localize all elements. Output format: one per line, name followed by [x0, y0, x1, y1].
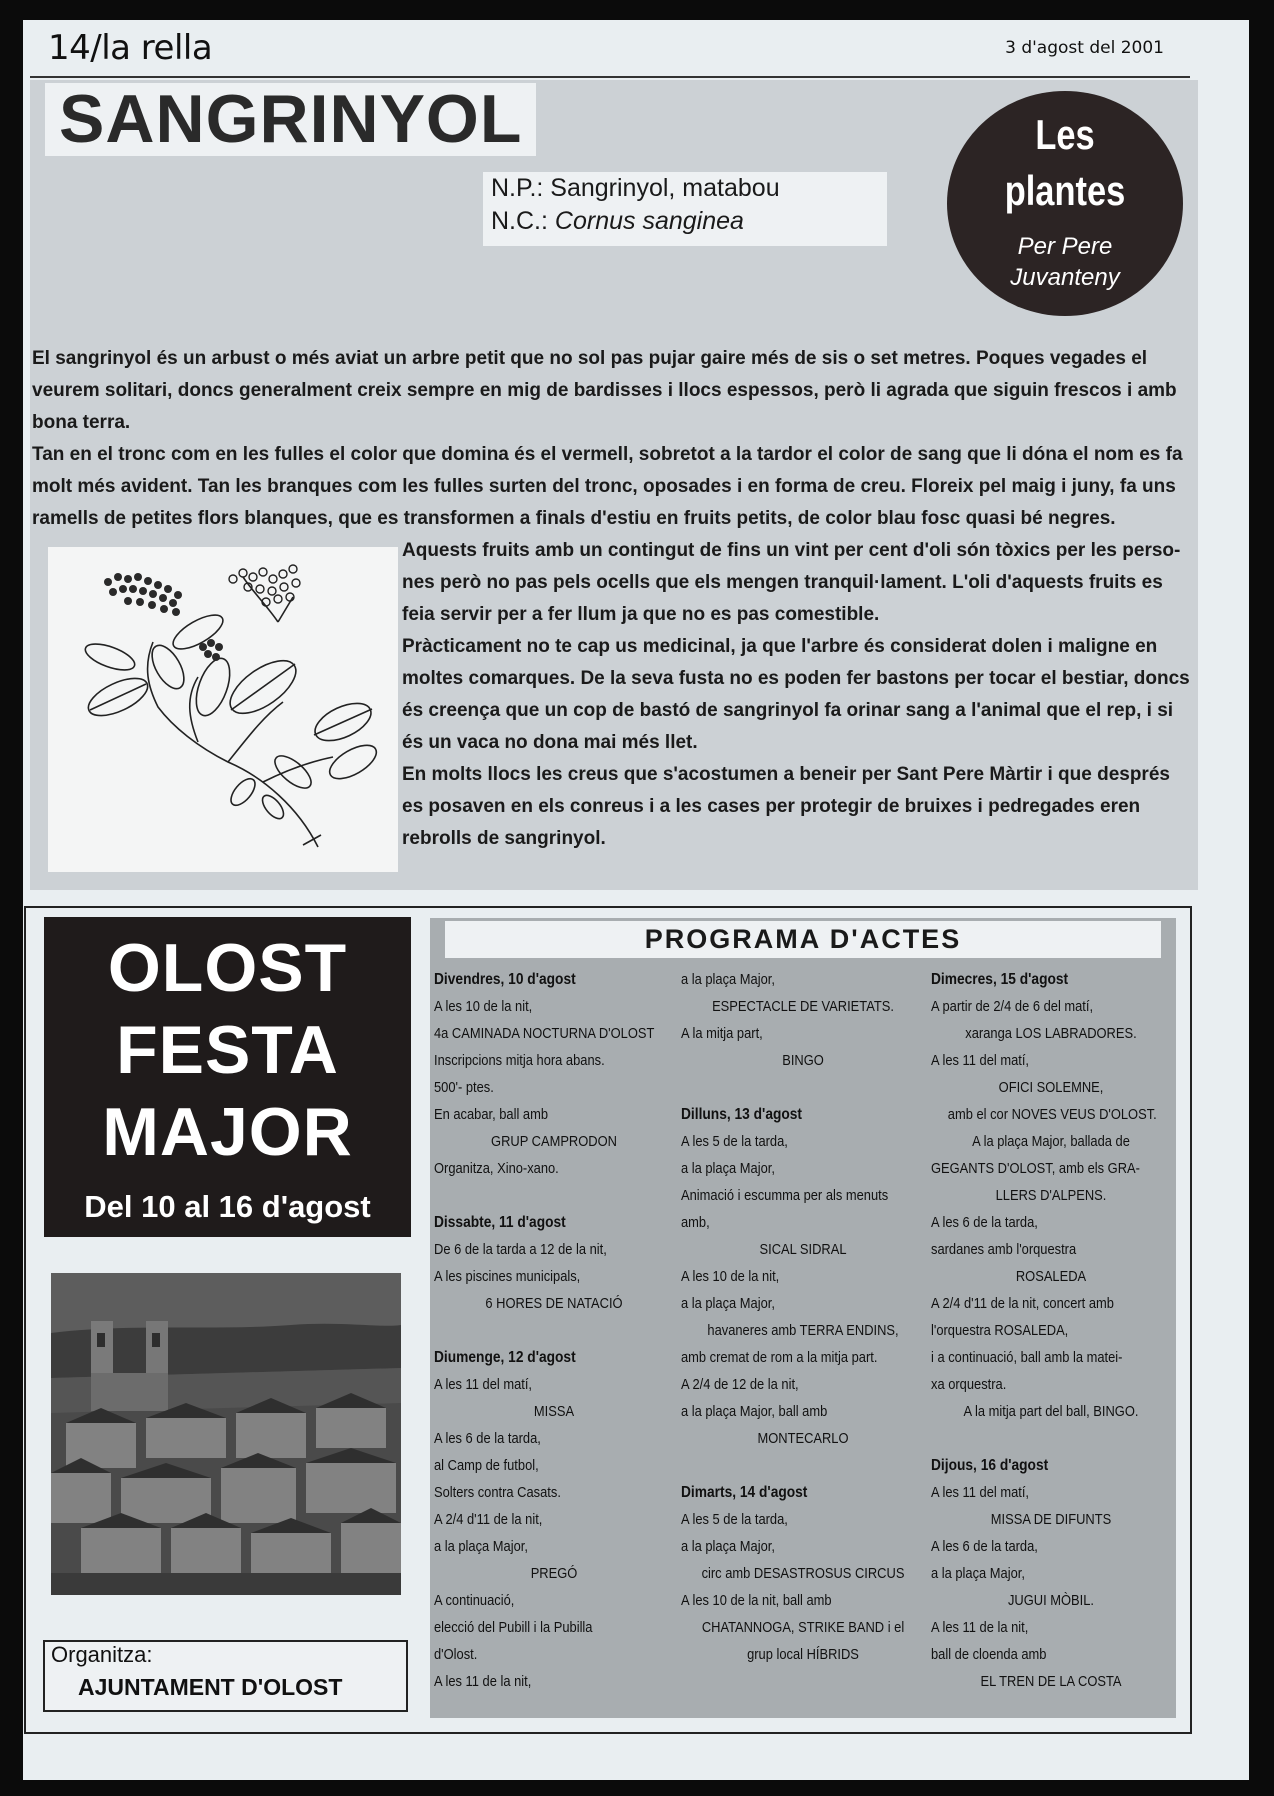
- programa-line: l'orquestra ROSALEDA,: [931, 1322, 1069, 1339]
- badge-author-line-2: Juvanteny: [1010, 264, 1120, 291]
- programa-line: A les 11 del matí,: [931, 1484, 1029, 1501]
- article-paragraph: Tan en el tronc com en les fulles el color que domina és el vermell, sobretot a la tardor el color de sang que li dóna el nom es fa molt més avident. Tan les branques com les fulles surten del tronc, oposades i en forma de creu. Floreix pel maig i juny, fa uns ramells de petites flors blanques, que es transformen a finals d'estiu en fruits petits, de color blau fosc quasi bé negres.: [32, 444, 1183, 529]
- programa-line: MONTECARLO: [757, 1430, 849, 1447]
- programa-line: sardanes amb l'orquestra: [931, 1241, 1077, 1258]
- programa-line: CHATANNOGA, STRIKE BAND i el: [701, 1619, 905, 1636]
- organizer-name: AJUNTAMENT D'OLOST: [78, 1674, 343, 1700]
- programa-line: A les 11 del matí,: [931, 1052, 1029, 1069]
- article-title: SANGRINYOL: [59, 81, 523, 157]
- programa-line: a la plaça Major,: [681, 971, 775, 988]
- programa-day-heading: Divendres, 10 d'agost: [434, 971, 576, 988]
- programa-line: a la plaça Major,: [434, 1538, 528, 1555]
- programa-line: a la plaça Major, ball amb: [681, 1403, 828, 1420]
- scientific-name: [491, 205, 887, 238]
- popular-name: N.P.: Sangrinyol, matabou: [491, 174, 780, 202]
- programa-line: SICAL SIDRAL: [759, 1241, 847, 1258]
- programa-spacer: [434, 1317, 674, 1344]
- programa-line: 6 HORES DE NATACIÓ: [485, 1295, 623, 1312]
- programa-line: A continuació,: [434, 1592, 515, 1609]
- programa-line: BINGO: [782, 1052, 824, 1069]
- article-paragraph: En molts llocs les creus que s'acostumen a beneir per Sant Pere Màrtir i que després es posaven en els conreus i a les cases per protegir de bruixes i pedregades eren rebrolls de sangrinyol.: [402, 764, 1170, 849]
- programa-column-1: [434, 966, 674, 1695]
- programa-line: i a continuació, ball amb la matei-: [931, 1349, 1123, 1366]
- programa-line: De 6 de la tarda a 12 de la nit,: [434, 1241, 607, 1258]
- programa-spacer: [931, 1425, 1171, 1452]
- programa-line: A la plaça Major, ballada de: [972, 1133, 1130, 1150]
- programa-line: a la plaça Major,: [681, 1160, 775, 1177]
- programa-line: EL TREN DE LA COSTA: [980, 1673, 1122, 1690]
- programa-line: GRUP CAMPRODON: [491, 1133, 617, 1150]
- scientific-name-value: Cornus sanginea: [554, 207, 744, 235]
- organizer-box: [43, 1640, 408, 1712]
- programa-line: GEGANTS D'OLOST, amb els GRA-: [931, 1160, 1140, 1177]
- programa-day-heading: Diumenge, 12 d'agost: [434, 1349, 576, 1366]
- programa-line: a la plaça Major,: [681, 1538, 775, 1555]
- programa-line: A les 11 de la nit,: [931, 1619, 1029, 1636]
- programa-line: xaranga LOS LABRADORES.: [965, 1025, 1137, 1042]
- programa-line: A les 10 de la nit, ball amb: [681, 1592, 832, 1609]
- badge-author-line-1: Per Pere: [1017, 233, 1113, 260]
- programa-line: a la plaça Major,: [681, 1295, 775, 1312]
- scientific-name-label: N.C.:: [491, 207, 555, 235]
- programa-line: amb,: [681, 1214, 710, 1231]
- festa-title-line-1: OLOST: [107, 930, 348, 1006]
- article-title-box: [45, 83, 536, 156]
- programa-line: A les 10 de la nit,: [434, 998, 533, 1015]
- programa-line: d'Olost.: [434, 1646, 478, 1663]
- programa-line: circ amb DESASTROSUS CIRCUS: [701, 1565, 905, 1582]
- programa-line: En acabar, ball amb: [434, 1106, 549, 1123]
- programa-line: A les 6 de la tarda,: [931, 1538, 1038, 1555]
- article-paragraph: Aquests fruits amb un contingut de fins un vint per cent d'oli són tòxics per les perso-nes però no pas pels ocells que els mengen tranquil·lament. L'oli d'aquests fruits es feia servir per a fer llum ja que no es pas comestible.: [402, 540, 1181, 625]
- cornus-branch-drawing: [48, 547, 398, 872]
- programa-line: Organitza, Xino-xano.: [434, 1160, 559, 1177]
- programa-line: A 2/4 d'11 de la nit, concert amb: [931, 1295, 1114, 1312]
- programa-line: A les 6 de la tarda,: [931, 1214, 1038, 1231]
- programa-line: Animació i escumma per als menuts: [681, 1187, 889, 1204]
- programa-line: A les 10 de la nit,: [681, 1268, 780, 1285]
- programa-line: MISSA: [533, 1403, 575, 1420]
- programa-spacer: [681, 1452, 925, 1479]
- programa-line: A les 11 del matí,: [434, 1376, 532, 1393]
- programa-line: amb el cor NOVES VEUS D'OLOST.: [947, 1106, 1157, 1123]
- festa-title-line-2: FESTA: [116, 1012, 339, 1088]
- programa-line: 500'- ptes.: [434, 1079, 494, 1096]
- programa-spacer: [434, 1182, 674, 1209]
- programa-day-heading: Dissabte, 11 d'agost: [434, 1214, 566, 1231]
- olost-village-image: [51, 1273, 401, 1595]
- programa-line: OFICI SOLEMNE,: [998, 1079, 1104, 1096]
- programa-line: A les piscines municipals,: [434, 1268, 581, 1285]
- programa-heading: PROGRAMA D'ACTES: [445, 921, 1161, 958]
- programa-line: ball de cloenda amb: [931, 1646, 1047, 1663]
- article-paragraph: El sangrinyol és un arbust o més aviat un arbre petit que no sol pas pujar gaire més de sis o set metres. Poques vegades el veurem solitari, doncs generalment creix sempre en mig de bardisses i llocs espessos, però li agrada que siguin frescos i amb bona terra.: [32, 348, 1177, 433]
- programa-line: xa orquestra.: [931, 1376, 1007, 1393]
- programa-line: A les 5 de la tarda,: [681, 1133, 788, 1150]
- programa-column-2: [681, 966, 925, 1668]
- plant-illustration: [48, 547, 398, 872]
- programa-line: Inscripcions mitja hora abans.: [434, 1052, 605, 1069]
- programa-line: a la plaça Major,: [931, 1565, 1025, 1582]
- article-paragraph: Pràcticament no te cap us medicinal, ja que l'arbre és considerat dolen i maligne en moltes comarques. De la seva fusta no es poden fer bastons per tocar el bestiar, doncs és creença que un cop de bastó de sangrinyol fa orinar sang a l'animal que el rep, i si és un vaca no dona mai més llet.: [402, 636, 1190, 753]
- article-body-narrow: [402, 535, 1192, 855]
- village-photo: [51, 1273, 401, 1595]
- section-badge: [947, 91, 1183, 316]
- programa-line: ROSALEDA: [1015, 1268, 1087, 1285]
- badge-line-2: plantes: [1004, 167, 1126, 214]
- article-body: [32, 343, 1192, 535]
- programa-line: elecció del Pubill i la Pubilla: [434, 1619, 593, 1636]
- programa-line: PREGÓ: [530, 1565, 578, 1582]
- festa-title-line-3: MAJOR: [102, 1094, 353, 1170]
- programa-line: al Camp de futbol,: [434, 1457, 539, 1474]
- programa-line: A les 11 de la nit,: [434, 1673, 532, 1690]
- organizer-label: Organitza:: [51, 1642, 153, 1667]
- programa-spacer: [681, 1074, 925, 1101]
- header-divider: [30, 76, 1190, 78]
- badge-author: [947, 231, 1183, 293]
- programa-day-heading: Dijous, 16 d'agost: [931, 1457, 1049, 1474]
- programa-line: havaneres amb TERRA ENDINS,: [707, 1322, 899, 1339]
- programa-line: A les 5 de la tarda,: [681, 1511, 788, 1528]
- programa-line: amb cremat de rom a la mitja part.: [681, 1349, 878, 1366]
- programa-line: 4a CAMINADA NOCTURNA D'OLOST: [434, 1025, 655, 1042]
- programa-line: A la mitja part,: [681, 1025, 763, 1042]
- programa-day-heading: Dimarts, 14 d'agost: [681, 1484, 808, 1501]
- programa-line: A la mitja part del ball, BINGO.: [963, 1403, 1139, 1420]
- issue-date: 3 d'agost del 2001: [1005, 38, 1164, 58]
- plant-names-box: [483, 172, 887, 246]
- programa-line: ESPECTACLE DE VARIETATS.: [712, 998, 894, 1015]
- page-number-header: 14/la rella: [48, 28, 213, 68]
- badge-line-1: Les: [1035, 111, 1095, 158]
- programa-line: A les 6 de la tarda,: [434, 1430, 541, 1447]
- programa-line: LLERS D'ALPENS.: [995, 1187, 1107, 1204]
- festa-dates: Del 10 al 16 d'agost: [84, 1189, 371, 1224]
- programa-day-heading: Dilluns, 13 d'agost: [681, 1106, 803, 1123]
- programa-line: A 2/4 d'11 de la nit,: [434, 1511, 543, 1528]
- programa-line: A partir de 2/4 de 6 del matí,: [931, 998, 1094, 1015]
- festa-title-block: [44, 917, 411, 1237]
- programa-line: A 2/4 de 12 de la nit,: [681, 1376, 799, 1393]
- programa-column-3: [931, 966, 1171, 1695]
- programa-line: JUGUI MÒBIL.: [1007, 1592, 1094, 1609]
- programa-line: Solters contra Casats.: [434, 1484, 561, 1501]
- programa-day-heading: Dimecres, 15 d'agost: [931, 971, 1069, 988]
- programa-line: MISSA DE DIFUNTS: [990, 1511, 1112, 1528]
- programa-line: grup local HÍBRIDS: [747, 1646, 859, 1663]
